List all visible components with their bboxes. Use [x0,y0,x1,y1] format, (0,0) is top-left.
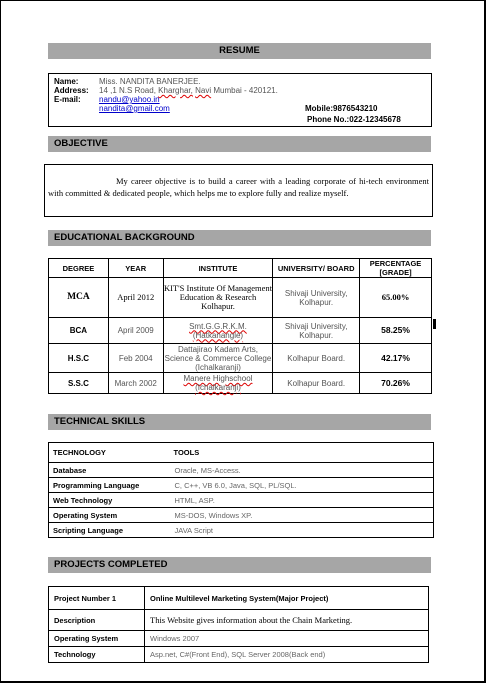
table-row [49,631,429,647]
year-cell: April 2009 [108,318,163,344]
name-label: Name: [54,77,79,86]
table-row [49,373,432,394]
table-row [49,587,429,610]
institute-cell: Dattajirao Kadam Arts, Science & Commerce College (Ichalkaranji) [164,344,272,372]
phone-number: Phone No.:022-12345678 [307,115,401,124]
project-key: Technology [49,647,145,663]
col-tools: TOOLS [171,443,434,463]
col-technology: TECHNOLOGY [49,443,171,463]
table-row [49,610,429,631]
col-percentage: PERCENTAGE [GRADE] [360,259,432,278]
project-value: This Website gives information about the Chain Marketing. [145,610,429,631]
projects-heading: PROJECTS COMPLETED [48,557,431,573]
university-cell: Kolhapur Board. [273,373,360,394]
table-row [49,463,434,478]
year-cell: March 2002 [108,373,163,394]
skills-header-row [49,443,434,463]
col-degree: DEGREE [49,259,109,278]
university-cell: Kolhapur Board. [273,344,360,373]
degree-cell: MCA [49,278,109,318]
project-key: Description [49,610,145,631]
contact-box [48,73,432,127]
degree-cell: H.S.C [49,344,109,373]
table-row [49,647,429,663]
col-university: UNIVERSITY/ BOARD [273,259,360,278]
objective-text: My career objective is to build a career with a leading corporate of hi-tech environment with committed & dedicated people, which helps me to explore fully and realize myself. [48,176,429,198]
skill-key: Web Technology [49,493,171,508]
email-link-1[interactable]: nandu@yahoo.in [99,95,160,104]
percentage-cell: 58.25% [360,318,432,344]
skill-value: HTML, ASP. [171,493,434,508]
skill-value: JAVA Script [171,523,434,538]
percentage-cell: 70.26% [360,373,432,394]
project-value: Online Multilevel Marketing System(Major Project) [145,587,429,610]
address-label: Address: [54,86,89,95]
address-value: 14 ,1 N.S Road, Kharghar, Navi Mumbai - 420121. [99,86,278,95]
email-link-2[interactable]: nandita@gmail.com [99,104,170,113]
table-row [49,278,432,318]
percentage-cell: 42.17% [360,344,432,373]
col-year: YEAR [108,259,163,278]
cursor-mark [433,319,436,329]
table-row [49,478,434,493]
skill-key: Programming Language [49,478,171,493]
project-value: Asp.net, C#(Front End), SQL Server 2008(Back end) [145,647,429,663]
institute-cell: Smt.G.G.R.K.M. (Hatkanangle) [163,318,273,344]
skills-heading: TECHNICAL SKILLS [48,414,431,430]
institute-cell: KIT'S Institute Of Management Education & Research Kolhapur. [163,278,273,318]
skill-key: Scripting Language [49,523,171,538]
project-value: Windows 2007 [145,631,429,647]
table-row [49,318,432,344]
skill-value: MS-DOS, Windows XP. [171,508,434,523]
resume-title: RESUME [48,43,431,59]
university-cell: Shivaji University, Kolhapur. [273,278,360,318]
university-cell: Shivaji University, Kolhapur. [273,318,360,344]
skill-key: Database [49,463,171,478]
mobile-number: Mobile:9876543210 [305,104,378,113]
skill-value: Oracle, MS-Access. [171,463,434,478]
degree-cell: S.S.C [49,373,109,394]
institute-cell: Manere Highschool (Ichalkaranji) [163,373,273,394]
email-label: E-mail: [54,95,81,104]
name-value: Miss. NANDITA BANERJEE. [99,77,201,86]
skill-key: Operating System [49,508,171,523]
year-cell: April 2012 [108,278,163,318]
col-institute: INSTITUTE [163,259,273,278]
project-key: Operating System [49,631,145,647]
objective-text-box [44,164,433,217]
project-key: Project Number 1 [49,587,145,610]
skill-value: C, C++, VB 6.0, Java, SQL, PL/SQL. [171,478,434,493]
table-row [49,493,434,508]
table-row [49,344,432,373]
degree-cell: BCA [49,318,109,344]
objective-heading: OBJECTIVE [48,136,431,152]
table-row [49,523,434,538]
projects-table [48,586,429,663]
education-table [48,258,432,394]
education-heading: EDUCATIONAL BACKGROUND [48,230,431,246]
education-header-row [49,259,432,278]
skills-table [48,442,434,538]
percentage-cell: 65.00% [360,278,432,318]
table-row [49,508,434,523]
year-cell: Feb 2004 [108,344,163,373]
